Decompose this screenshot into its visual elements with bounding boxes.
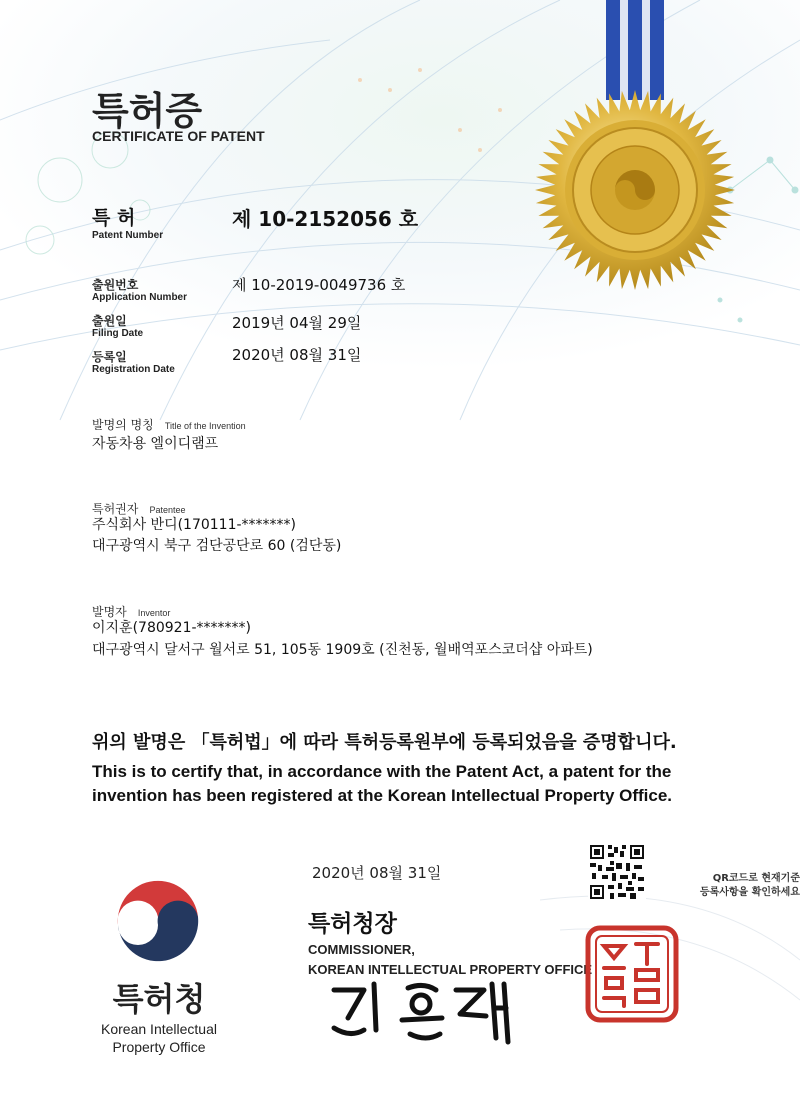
registration-date-label: 등록일 <box>92 350 127 364</box>
official-stamp <box>584 924 680 1024</box>
patentee-name: 주식회사 반디(170111-*******) <box>92 517 297 533</box>
inventor-name: 이지훈(780921-*******) <box>92 620 251 636</box>
issue-date: 2020년 08월 31일 <box>312 864 442 882</box>
application-number: 제 10-2019-0049736 호 <box>232 276 406 294</box>
inventor-label: 발명자 <box>92 605 127 619</box>
kipo-logo-text: 특허청 <box>112 980 206 1018</box>
certificate-title: 특허증 <box>92 89 203 133</box>
kipo-logo <box>110 873 206 969</box>
registration-date: 2020년 08월 31일 <box>232 346 362 364</box>
commissioner-en-2: KOREAN INTELLECTUAL PROPERTY OFFICE <box>308 962 593 977</box>
patent-number-label: 특 허 <box>92 207 136 229</box>
inventor-label-en: Inventor <box>137 608 171 618</box>
inventor-address: 대구광역시 달서구 월서로 51, 105동 1909호 (진천동, 월배역포스코더샵 아파트) <box>92 642 593 658</box>
application-label-en: Application Number <box>92 292 188 303</box>
kipo-name-en-2: Property Office <box>112 1039 206 1055</box>
patent-number-value: 제 10-2152056 호 <box>232 207 419 231</box>
filing-date-label: 출원일 <box>92 314 127 328</box>
commissioner-en-1: COMMISSIONER, <box>308 942 415 957</box>
qr-note-line1: QR코드로 현재기준 <box>712 873 800 884</box>
certify-statement-ko: 위의 발명은 「특허법」에 따라 특허등록원부에 등록되었음을 증명합니다. <box>92 732 677 753</box>
filing-date: 2019년 04월 29일 <box>232 314 362 332</box>
invention-title: 자동차용 엘이디램프 <box>92 436 219 452</box>
patentee-label: 특허권자 <box>92 502 139 516</box>
registration-date-label-en: Registration Date <box>92 364 175 375</box>
patent-number-label-en: Patent Number <box>92 230 164 241</box>
kipo-name-en <box>76 1020 242 1056</box>
invention-label-en: Title of the Invention <box>164 421 246 431</box>
kipo-name-en-1: Korean Intellectual <box>101 1021 217 1037</box>
qr-note <box>590 872 800 900</box>
gold-seal <box>530 85 740 295</box>
certify-statement-en-1: This is to certify that, in accordance with the Patent Act, a patent for the <box>92 762 672 781</box>
commissioner-title: 특허청장 <box>308 911 397 937</box>
qr-note-line2: 등록사항을 확인하세요 <box>699 887 800 898</box>
invention-label: 발명의 명칭 <box>92 418 154 432</box>
filing-date-label-en: Filing Date <box>92 328 144 339</box>
patentee-label-en: Patentee <box>149 505 186 515</box>
certify-statement-en-2: invention has been registered at the Korean Intellectual Property Office. <box>92 786 673 805</box>
application-label: 출원번호 <box>92 278 139 292</box>
signature <box>320 978 530 1050</box>
invention-label-row <box>92 414 246 433</box>
patentee-address: 대구광역시 북구 검단공단로 60 (검단동) <box>92 538 342 554</box>
certificate-title-en: CERTIFICATE OF PATENT <box>92 128 265 144</box>
